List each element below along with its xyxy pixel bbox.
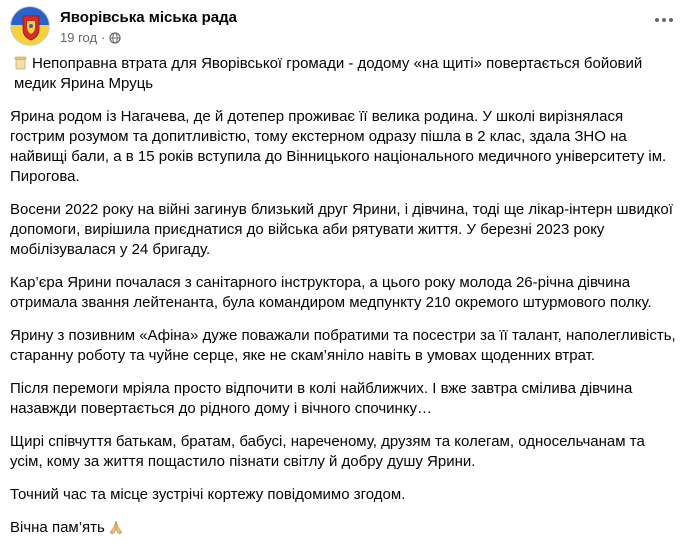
page-name-link[interactable]: Яворівська міська рада xyxy=(60,9,237,26)
post-paragraph: Ярину з позивним «Афіна» дуже поважали побратими та посестри за її талант, наполегливість, старанну роботу та чуйне серце, яке не скам’яніло навіть в умовах щоденних втрат. xyxy=(10,327,676,364)
post-text xyxy=(10,54,678,551)
meta-separator: · xyxy=(101,30,106,45)
scroll-icon xyxy=(14,56,28,70)
coat-of-arms-icon[interactable] xyxy=(10,6,50,46)
post-header xyxy=(10,6,676,50)
globe-icon[interactable] xyxy=(109,32,121,44)
post-paragraph: Вічна пам’ять xyxy=(10,518,678,538)
post-paragraph: Точний час та місце зустрічі кортежу повідомимо згодом. xyxy=(10,486,406,503)
praying-hands-icon xyxy=(108,519,124,535)
post-paragraph: Щирі співчуття батькам, братам, бабусі, нареченому, друзям та колегам, односельчанам та усім, кому за життя пощастило пізнати світлу й добру душу Ярини. xyxy=(10,433,645,470)
post-paragraph: Непоправна втрата для Яворівської громади - додому «на щиті» повертається бойовий медик Ярина Мруць xyxy=(14,55,643,92)
post-paragraph: Кар’єра Ярини почалася з санітарного інструктора, а цього року молода 26-річна дівчина отримала звання лейтенанта, була командиром медпункту 210 окремого штурмового полку. xyxy=(10,274,652,311)
post-paragraph: Восени 2022 року на війні загинув близький друг Ярини, і дівчина, тоді ще лікар-інтерн швидкої допомоги, вирішила приєднатися до війська аби рятувати життя. У березні 2023 року мобілізувалася у 24 бригаду. xyxy=(10,201,673,258)
more-options-icon[interactable] xyxy=(652,8,676,32)
post-time[interactable]: 19 год xyxy=(60,30,98,45)
post-paragraph: Ярина родом із Нагачева, де й дотепер проживає її велика родина. У школі вирізнялася гострим розумом та допитливістю, тому екстерном одразу пішла в 2 клас, здала ЗНО на найвищі бали, а в 15 років вступила до Вінницького національного медичного університету ім. Пирогова. xyxy=(10,108,667,185)
post-paragraph: Після перемоги мріяла просто відпочити в колі найближчих. І вже завтра смілива дівчина назавжди повертається до рідного дому і вічного спочинку… xyxy=(10,380,633,417)
post-meta xyxy=(60,30,121,45)
